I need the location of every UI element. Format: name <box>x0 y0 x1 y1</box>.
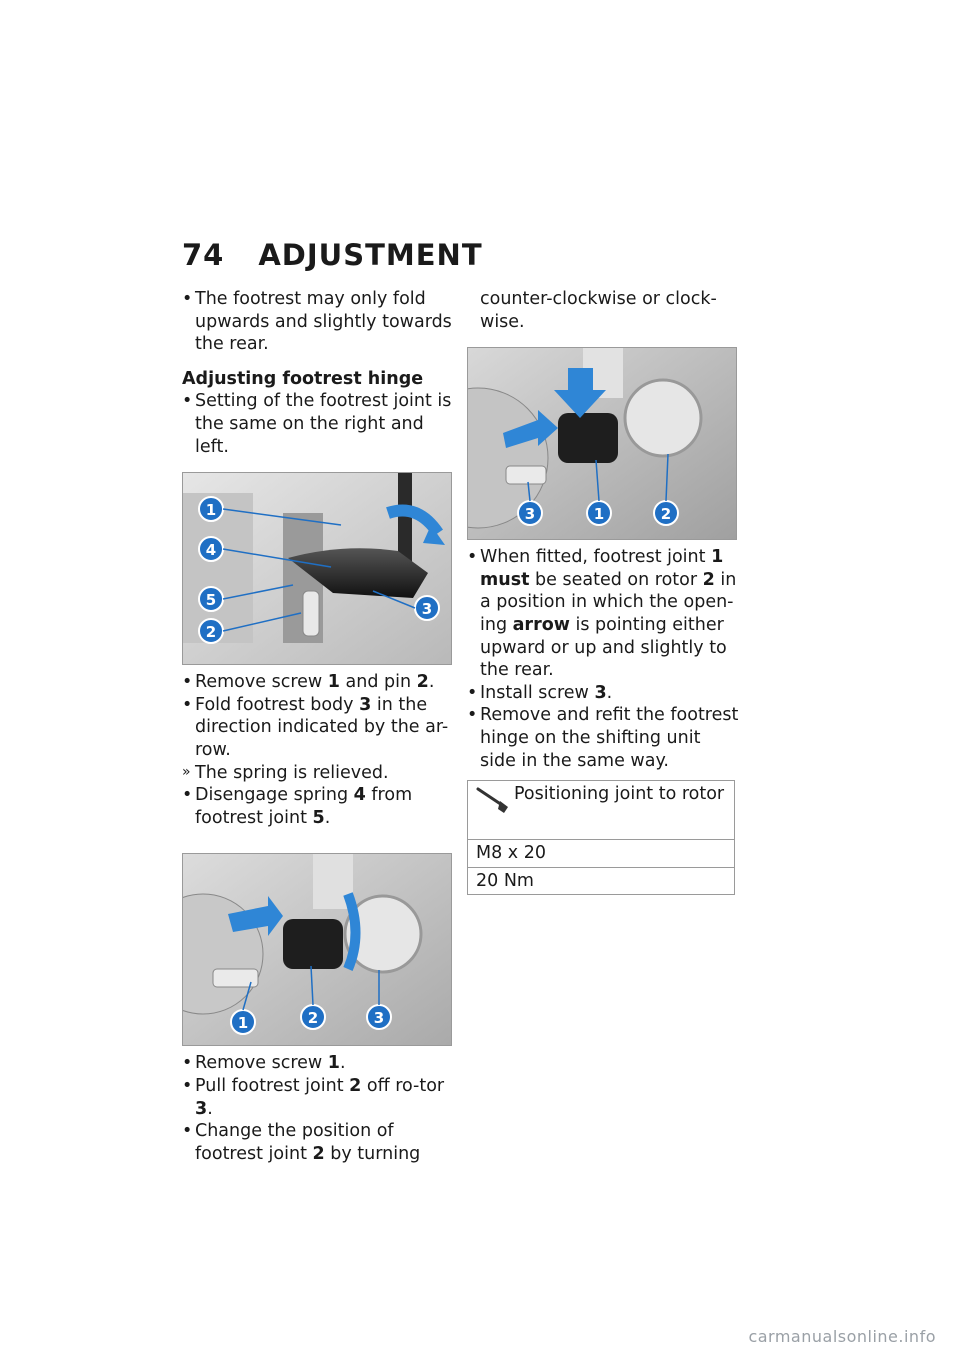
screw <box>506 466 546 484</box>
result-spring: » The spring is relieved. <box>182 762 457 785</box>
step-pull: • Pull footrest joint 2 off ro-tor 3. <box>182 1075 457 1120</box>
fig1-callout-4 <box>199 537 223 561</box>
fig2-callout-2 <box>301 1005 325 1029</box>
svg-text:3: 3 <box>373 1009 385 1028</box>
step-fitted: • When fitted, footrest joint 1 must be seated on rotor 2 in a position in which the open-ing arrow is pointing either upward or up and slightly to the rear. <box>467 546 739 682</box>
setting-bullet: • Setting of the footrest joint is the same on the right and left. <box>182 390 457 458</box>
step-fold: • Fold footrest body 3 in the direction indicated by the ar-row. <box>182 694 457 762</box>
svg-text:5: 5 <box>205 591 217 610</box>
fig1-callout-3 <box>415 596 439 620</box>
fig1-callout-1 <box>199 497 223 521</box>
footer-watermark: carmanualsonline.info <box>748 1327 936 1346</box>
footrest-joint <box>558 413 618 463</box>
spec-title: Positioning joint to rotor <box>514 784 725 805</box>
step-remove-screw-2: • Remove screw 1. <box>182 1052 457 1075</box>
spec-size: M8 x 20 <box>468 840 735 868</box>
fig1-callout-5 <box>199 587 223 611</box>
spec-torque: 20 Nm <box>468 867 735 895</box>
svg-text:1: 1 <box>205 501 217 520</box>
step-disengage: • Disengage spring 4 from footrest joint 5. <box>182 784 457 829</box>
right-column <box>467 288 739 895</box>
svg-text:4: 4 <box>205 541 217 560</box>
svg-text:2: 2 <box>205 623 217 642</box>
svg-text:2: 2 <box>660 505 672 524</box>
page-title: ADJUSTMENT <box>258 238 483 272</box>
svg-text:3: 3 <box>524 505 536 524</box>
step-install: • Install screw 3. <box>467 682 739 705</box>
rotor <box>625 380 701 456</box>
svg-text:3: 3 <box>421 600 433 619</box>
torque-spec-table <box>467 780 735 895</box>
torque-wrench-icon <box>476 785 510 822</box>
step-refit: • Remove and refit the footrest hinge on the shifting unit side in the same way. <box>467 704 739 772</box>
fig2-callout-1 <box>231 1010 255 1034</box>
svg-text:1: 1 <box>593 505 605 524</box>
figure-footrest-joint <box>182 853 452 1046</box>
subheading: Adjusting footrest hinge <box>182 368 424 389</box>
fig3-callout-2 <box>654 501 678 525</box>
continued-text: counter-clockwise or clock-wise. <box>480 289 717 332</box>
pin <box>303 591 319 636</box>
step-change: • Change the position of footrest joint 2 by turning <box>182 1120 457 1165</box>
page-number: 74 <box>182 238 225 272</box>
page-header <box>182 238 483 272</box>
figure-joint-rotor <box>467 347 737 540</box>
fig1-callout-2 <box>199 619 223 643</box>
footrest-joint <box>283 919 343 969</box>
step-remove-screw: • Remove screw 1 and pin 2. <box>182 671 457 694</box>
left-column <box>182 288 457 1165</box>
screw <box>213 969 258 987</box>
figure-footrest-hinge <box>182 472 452 665</box>
svg-text:2: 2 <box>307 1009 319 1028</box>
fig3-callout-1 <box>587 501 611 525</box>
spec-title-cell <box>468 781 735 840</box>
fig3-callout-3 <box>518 501 542 525</box>
svg-text:1: 1 <box>237 1014 249 1033</box>
fig2-callout-3 <box>367 1005 391 1029</box>
intro-bullet: • The footrest may only fold upwards and slightly towards the rear. <box>182 288 457 356</box>
